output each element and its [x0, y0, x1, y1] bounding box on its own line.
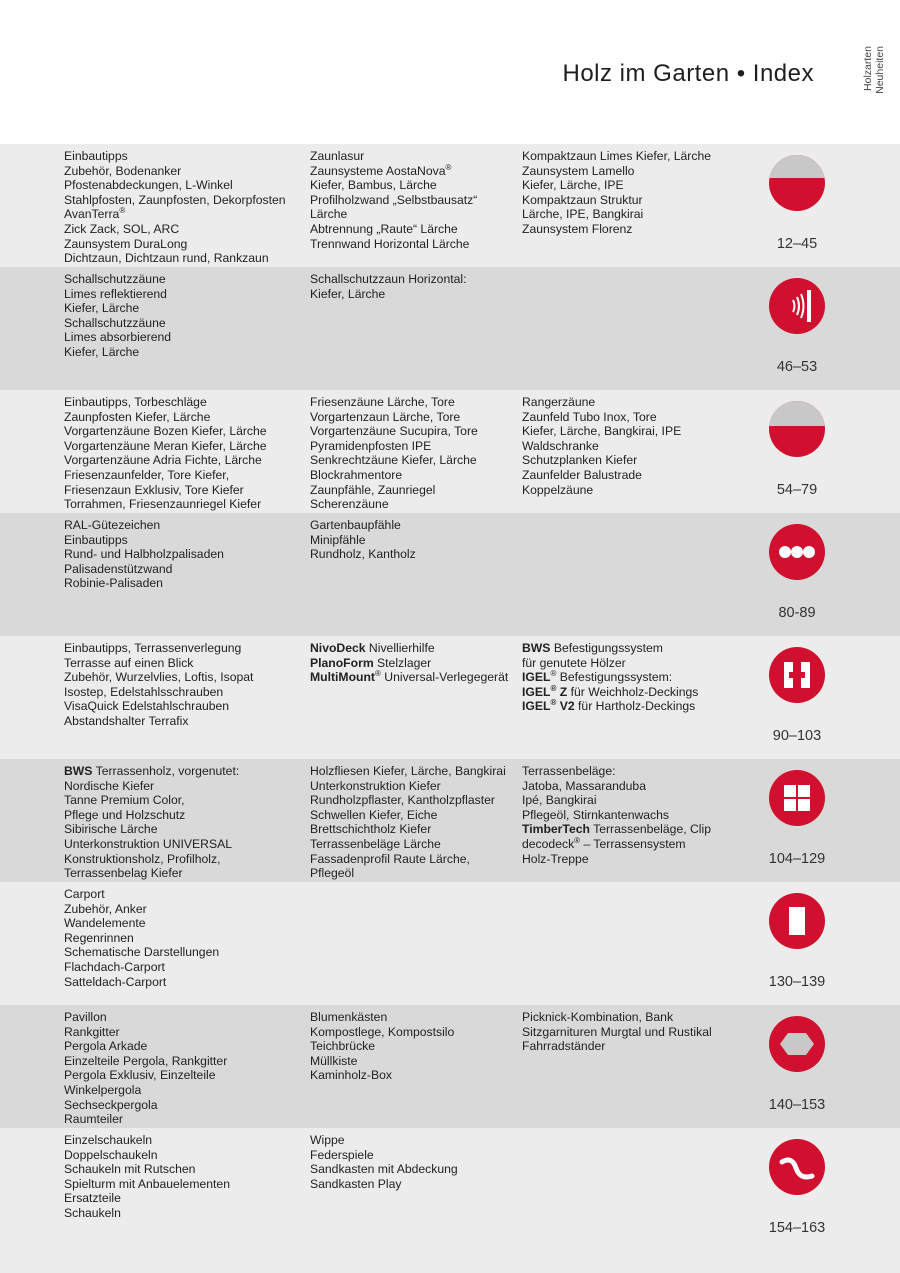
- index-column-1: [64, 1010, 227, 1127]
- index-row: [0, 144, 900, 267]
- index-entry: Stahlpfosten, Zaunpfosten, Dekorpfosten: [64, 192, 286, 207]
- index-entry: Isostep, Edelstahlsschrauben: [64, 684, 224, 699]
- index-entry: Schaukeln: [64, 1205, 121, 1220]
- index-entry: Vorgartenzäune Adria Fichte, Lärche: [64, 453, 262, 468]
- index-entry: Ersatzteile: [64, 1191, 121, 1206]
- index-column-3: [522, 1010, 712, 1054]
- index-entry: Kiefer, Bambus, Lärche: [310, 178, 437, 193]
- index-entry: Zaunpfosten Kiefer, Lärche: [64, 409, 211, 424]
- side-tab-holzarten[interactable]: Holzarten: [862, 46, 874, 91]
- side-tab-neuheiten[interactable]: Neuheiten: [874, 46, 886, 94]
- index-column-2: [310, 764, 506, 881]
- index-column-1: [64, 1133, 230, 1221]
- index-entry: Pavillon: [64, 1010, 107, 1024]
- index-entry: Zaunsystem DuraLong: [64, 236, 188, 251]
- index-entry: Pyramidenpfosten IPE: [310, 438, 432, 453]
- index-entry: IGEL® Befestigungssystem:: [522, 669, 673, 685]
- index-entry: Einzelschaukeln: [64, 1133, 153, 1147]
- index-entry: Friesenzaun Exklusiv, Tore Kiefer: [64, 482, 244, 497]
- index-row: [0, 882, 900, 1005]
- index-entry: Carport: [64, 887, 105, 901]
- index-entry: Vorgartenzaun Lärche, Tore: [310, 409, 461, 424]
- index-entry: Holzfliesen Kiefer, Lärche, Bangkirai: [310, 764, 506, 778]
- index-entry: Raumteiler: [64, 1112, 123, 1127]
- index-entry: Gartenbaupfähle: [310, 518, 401, 532]
- index-entry: TimberTech Terrassenbeläge, Clip: [522, 822, 711, 837]
- index-row: [0, 759, 900, 882]
- index-entry: Robinie-Palisaden: [64, 576, 163, 591]
- index-entry: Kaminholz-Box: [310, 1068, 392, 1083]
- index-entry: Einbautipps, Torbeschläge: [64, 395, 207, 409]
- index-entry: Scherenzäune: [310, 497, 389, 512]
- index-entry: Abtrennung „Raute“ Lärche: [310, 221, 458, 236]
- front-garden-fence-icon[interactable]: [768, 400, 826, 458]
- index-entry: Sechseckpergola: [64, 1097, 158, 1112]
- index-entry: Kiefer, Lärche, Bangkirai, IPE: [522, 424, 682, 439]
- index-column-2: [310, 149, 477, 251]
- index-entry: Sandkasten Play: [310, 1176, 402, 1191]
- index-entry: Schematische Darstellungen: [64, 945, 220, 960]
- index-entry: Rangerzäune: [522, 395, 596, 409]
- index-entry: RAL-Gütezeichen: [64, 518, 161, 532]
- index-entry: Zaunfelder Balustrade: [522, 467, 642, 482]
- index-entry: Schutzplanken Kiefer: [522, 453, 638, 468]
- index-entry: Zaunfeld Tubo Inox, Tore: [522, 409, 657, 424]
- index-entry: Senkrechtzäune Kiefer, Lärche: [310, 453, 477, 468]
- page-range[interactable]: 130–139: [768, 974, 826, 990]
- index-entry: Kompaktzaun Limes Kiefer, Lärche: [522, 149, 712, 163]
- index-entry: Ipé, Bangkirai: [522, 793, 597, 808]
- index-entry: VisaQuick Edelstahlschrauben: [64, 699, 230, 714]
- page-range[interactable]: 80-89: [778, 605, 816, 621]
- index-entry: IGEL® Z für Weichholz-Deckings: [522, 683, 699, 699]
- playground-icon[interactable]: [768, 1138, 826, 1196]
- index-entry: Zubehör, Anker: [64, 901, 147, 916]
- index-entry: Rund- und Halbholzpalisaden: [64, 547, 224, 562]
- index-entry: Blockrahmentore: [310, 467, 403, 482]
- page-range[interactable]: 140–153: [768, 1097, 826, 1113]
- index-entry: Blumenkästen: [310, 1010, 388, 1024]
- index-entry: Terrasse auf einen Blick: [64, 655, 194, 670]
- index-entry: Limes reflektierend: [64, 286, 167, 301]
- index-entry: Schwellen Kiefer, Eiche: [310, 807, 438, 822]
- index-column-2: [310, 272, 467, 301]
- index-entry: Fassadenprofil Raute Lärche,: [310, 851, 470, 866]
- index-entry: Doppelschaukeln: [64, 1147, 158, 1162]
- index-entry: Pergola Exklusiv, Einzelteile: [64, 1068, 216, 1083]
- index-entry: Pergola Arkade: [64, 1039, 148, 1054]
- index-entry: für genutete Hölzer: [522, 655, 626, 670]
- index-entry: Kompostlege, Kompostsilo: [310, 1024, 455, 1039]
- index-entry: Waldschranke: [522, 438, 599, 453]
- index-entry: Torrahmen, Friesenzaunriegel Kiefer: [64, 497, 262, 512]
- index-column-1: [64, 395, 267, 512]
- index-entry: Jatoba, Massaranduba: [522, 778, 646, 793]
- index-row: [0, 636, 900, 759]
- index-column-2: [310, 1133, 458, 1191]
- index-entry: Lärche: [310, 207, 348, 222]
- index-entry: Einbautipps, Terrassenverlegung: [64, 641, 242, 655]
- index-entry: IGEL® V2 für Hartholz-Deckings: [522, 698, 696, 714]
- index-row: [0, 513, 900, 636]
- index-entry: Lärche, IPE, Bangkirai: [522, 207, 644, 222]
- index-entry: Müllkiste: [310, 1053, 358, 1068]
- index-entry: Wandelemente: [64, 916, 146, 931]
- index-entry: Koppelzäune: [522, 482, 594, 497]
- index-column-2: [310, 1010, 454, 1083]
- index-column-3: [522, 641, 698, 714]
- index-entry: Trennwand Horizontal Lärche: [310, 236, 470, 251]
- index-entry: Federspiele: [310, 1147, 374, 1162]
- index-entry: Pfostenabdeckungen, L-Winkel: [64, 178, 233, 193]
- index-entry: Schallschutzzäune: [64, 272, 166, 286]
- index-entry: Tanne Premium Color,: [64, 793, 185, 808]
- decking-tiles-icon[interactable]: [768, 769, 826, 827]
- index-entry: Vorgartenzäune Bozen Kiefer, Lärche: [64, 424, 267, 439]
- index-column-1: [64, 149, 286, 266]
- index-column-1: [64, 518, 224, 591]
- index-entry: Pflege und Holzschutz: [64, 807, 186, 822]
- index-entry: Winkelpergola: [64, 1082, 142, 1097]
- carport-icon[interactable]: [768, 892, 826, 950]
- terrace-substructure-icon[interactable]: [768, 646, 826, 704]
- index-entry: Regenrinnen: [64, 930, 134, 945]
- index-entry: Zaunpfähle, Zaunriegel: [310, 482, 436, 497]
- index-entry: Pflegeöl: [310, 866, 355, 881]
- index-entry: Kiefer, Lärche: [64, 344, 140, 359]
- soundproof-icon[interactable]: [768, 277, 826, 335]
- index-entry: Dichtzaun, Dichtzaun rund, Rankzaun: [64, 251, 269, 266]
- index-entry: Holz-Treppe: [522, 851, 589, 866]
- index-entry: Einbautipps: [64, 532, 128, 547]
- index-entry: Zaunsystem Florenz: [522, 221, 633, 236]
- page-title: Holz im Garten • Index: [562, 60, 814, 87]
- page-range[interactable]: 54–79: [776, 482, 818, 498]
- index-entry: Kiefer, Lärche, IPE: [522, 178, 624, 193]
- index-column-3: [522, 395, 681, 497]
- index-entry: Pflegeöl, Stirnkantenwachs: [522, 807, 670, 822]
- index-row: [0, 267, 900, 390]
- index-entry: Schallschutzzäune: [64, 315, 166, 330]
- palisade-icon[interactable]: [768, 523, 826, 581]
- index-entry: Minipfähle: [310, 532, 366, 547]
- index-entry: BWS Befestigungssystem: [522, 641, 663, 655]
- index-column-1: [64, 272, 171, 360]
- index-entry: Unterkonstruktion Kiefer: [310, 778, 441, 793]
- index-entry: Schallschutzzaun Horizontal:: [310, 272, 467, 286]
- index-entry: Konstruktionsholz, Profilholz,: [64, 851, 221, 866]
- index-entry: Terrassenbeläge:: [522, 764, 616, 778]
- index-entry: Terrassenbeläge Lärche: [310, 836, 441, 851]
- index-entry: Palisadenstützwand: [64, 561, 173, 576]
- index-entry: Zaunsysteme AostaNova®: [310, 162, 452, 178]
- index-entry: Limes absorbierend: [64, 330, 172, 345]
- index-entry: Kiefer, Lärche: [310, 286, 386, 301]
- index-table: [0, 144, 900, 1273]
- index-entry: decodeck® – Terrassensystem: [522, 835, 686, 851]
- index-entry: Vorgartenzäune Meran Kiefer, Lärche: [64, 438, 267, 453]
- index-entry: Abstandshalter Terrafix: [64, 713, 189, 728]
- index-column-2: [310, 641, 508, 685]
- index-entry: Friesenzaunfelder, Tore Kiefer,: [64, 467, 230, 482]
- index-entry: Friesenzäune Lärche, Tore: [310, 395, 455, 409]
- index-entry: Satteldach-Carport: [64, 974, 167, 989]
- index-row: [0, 390, 900, 513]
- index-entry: Unterkonstruktion UNIVERSAL: [64, 836, 232, 851]
- index-entry: Einzelteile Pergola, Rankgitter: [64, 1053, 228, 1068]
- index-entry: Nordische Kiefer: [64, 778, 155, 793]
- index-entry: Sandkasten mit Abdeckung: [310, 1162, 458, 1177]
- index-entry: Terrassenbelag Kiefer: [64, 866, 183, 881]
- index-entry: Vorgartenzäune Sucupira, Tore: [310, 424, 478, 439]
- index-entry: Zaunlasur: [310, 149, 365, 163]
- index-entry: MultiMount® Universal-Verlegegerät: [310, 669, 509, 685]
- index-entry: AvanTerra®: [64, 206, 126, 222]
- index-entry: Kompaktzaun Struktur: [522, 192, 643, 207]
- index-entry: BWS Terrassenholz, vorgenutet:: [64, 764, 240, 778]
- index-entry: PlanoForm Stelzlager: [310, 655, 432, 670]
- index-entry: Rundholz, Kantholz: [310, 547, 416, 562]
- page-range[interactable]: 12–45: [776, 236, 818, 252]
- index-entry: Sibirische Lärche: [64, 822, 158, 837]
- index-column-1: [64, 641, 253, 729]
- index-row: [0, 1005, 900, 1128]
- page-range[interactable]: 46–53: [776, 359, 818, 375]
- index-entry: Teichbrücke: [310, 1039, 376, 1054]
- index-column-2: [310, 518, 416, 562]
- pavilion-icon[interactable]: [768, 1015, 826, 1073]
- index-column-2: [310, 395, 478, 512]
- index-column-1: [64, 887, 219, 989]
- index-entry: Spielturm mit Anbauelementen: [64, 1176, 230, 1191]
- index-entry: Zubehör, Bodenanker: [64, 163, 182, 178]
- index-column-3: [522, 149, 711, 237]
- page-range[interactable]: 90–103: [772, 728, 822, 744]
- index-entry: Wippe: [310, 1133, 345, 1147]
- index-entry: Brettschichtholz Kiefer: [310, 822, 432, 837]
- index-entry: Fahrradständer: [522, 1039, 606, 1054]
- page-range[interactable]: 154–163: [768, 1220, 826, 1236]
- index-entry: Profilholzwand „Selbstbausatz“: [310, 192, 478, 207]
- index-entry: Zick Zack, SOL, ARC: [64, 221, 180, 236]
- index-entry: Zaunsystem Lamello: [522, 163, 635, 178]
- index-column-3: [522, 764, 711, 866]
- index-entry: Rankgitter: [64, 1024, 120, 1039]
- index-entry: Zubehör, Wurzelvlies, Loftis, Isopat: [64, 670, 254, 685]
- index-entry: Flachdach-Carport: [64, 959, 165, 974]
- index-column-1: [64, 764, 239, 881]
- index-row: [0, 1128, 900, 1273]
- index-entry: Sitzgarnituren Murgtal und Rustikal: [522, 1024, 712, 1039]
- page-range[interactable]: 104–129: [768, 851, 826, 867]
- index-entry: NivoDeck Nivellierhilfe: [310, 641, 435, 655]
- index-entry: Schaukeln mit Rutschen: [64, 1162, 196, 1177]
- index-entry: Picknick-Kombination, Bank: [522, 1010, 674, 1024]
- index-entry: Rundholzpflaster, Kantholzpflaster: [310, 793, 495, 808]
- index-entry: Einbautipps: [64, 149, 128, 163]
- index-entry: Kiefer, Lärche: [64, 301, 140, 316]
- fence-icon[interactable]: [768, 154, 826, 212]
- side-tabs: [858, 46, 890, 102]
